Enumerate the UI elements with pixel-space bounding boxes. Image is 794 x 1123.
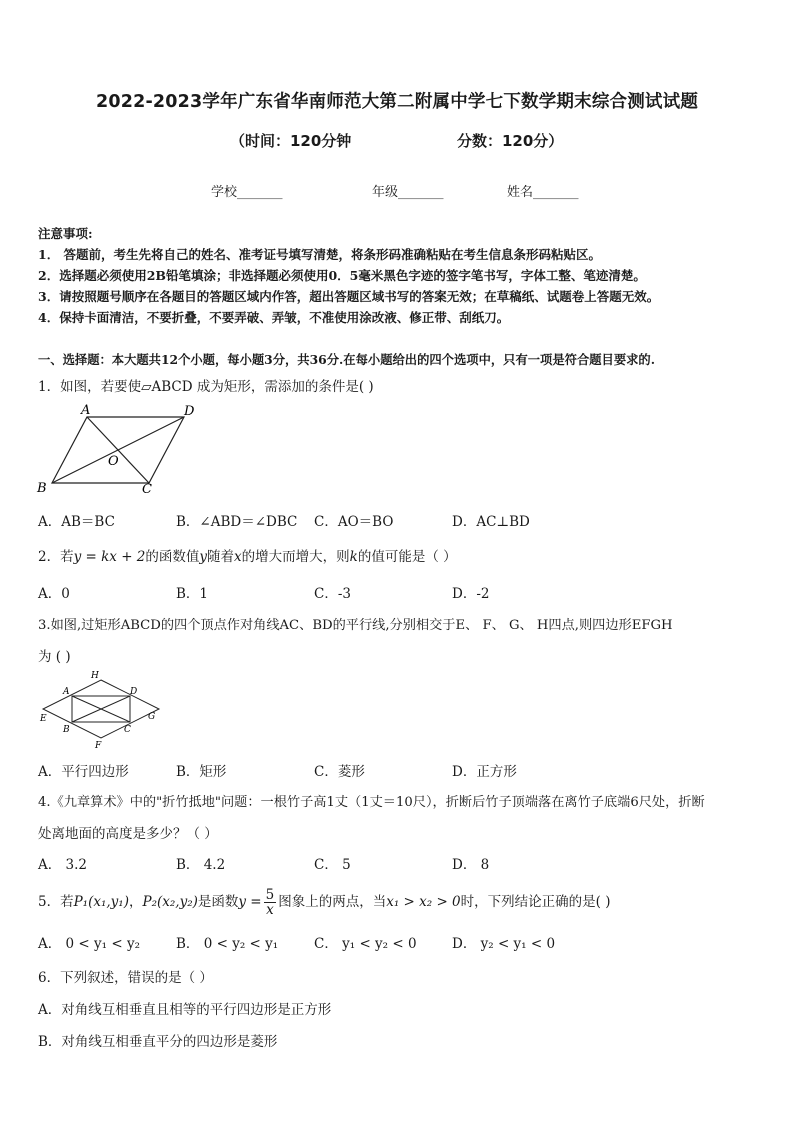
q4-option-c: C． 5: [314, 857, 351, 873]
q1-option-d: D．AC⊥BD: [452, 514, 530, 530]
q2-var-k: k: [349, 549, 358, 565]
q2-option-a: A．0: [38, 586, 70, 602]
q5-condition: x₁ > x₂ > 0: [386, 894, 461, 910]
q2-option-c: C．-3: [314, 586, 351, 602]
q4-option-d: D． 8: [452, 857, 490, 873]
q2-option-d: D．-2: [452, 586, 490, 602]
q6-option-a: A．对角线互相垂直且相等的平行四边形是正方形: [38, 1002, 332, 1018]
q2-text: 的值可能是（ ）: [357, 549, 457, 565]
q3-option-b: B．矩形: [176, 764, 227, 780]
notice-item: 1． 答题前，考生先将自己的姓名、准考证号填写清楚，将条形码准确粘贴在考生信息条形码粘贴区。: [38, 247, 602, 262]
grade-field: 年级_______: [372, 185, 444, 200]
question-4-stem-cont: 处离地面的高度是多少？（ ）: [38, 826, 218, 842]
q2-text: 的函数值: [145, 549, 200, 565]
section-heading: 一、选择题：本大题共12个小题，每小题3分，共36分.在每小题给出的四个选项中，只有一项是符合题目要求的.: [38, 352, 656, 367]
question-2-stem: [38, 545, 457, 565]
notice-item: 4．保持卡面清洁，不要折叠，不要弄破、弄皱，不准使用涂改液、修正带、刮纸刀。: [38, 310, 510, 325]
q6-option-b: B．对角线互相垂直平分的四边形是菱形: [38, 1034, 278, 1050]
q4-option-a: A． 3.2: [38, 857, 88, 873]
q5-fraction: [264, 888, 277, 917]
q5-text: 5．若: [38, 894, 74, 910]
question-3-stem-cont: 为 ( ): [38, 649, 71, 665]
label-a: A: [81, 403, 91, 418]
label-d: D: [184, 404, 195, 419]
school-field: 学校_______: [211, 185, 283, 200]
q2-var-x: x: [234, 549, 242, 565]
q2-text: 随着: [207, 549, 235, 565]
q2-option-b: B．1: [176, 586, 209, 602]
q2-text: 2．若: [38, 549, 74, 565]
q5-text: 是函数: [197, 894, 239, 910]
q3-option-a: A．平行四边形: [38, 764, 129, 780]
notice-item: 3．请按照题号顺序在各题目的答题区域内作答，超出答题区域书写的答案无效；在草稿纸、试题卷上答题无效。: [38, 289, 660, 304]
q5-point-2: P₂(x₂,y₂): [142, 894, 198, 910]
label-f: F: [95, 741, 102, 751]
q5-text: ，: [128, 894, 143, 910]
notice-heading: 注意事项:: [38, 226, 93, 241]
q2-expression: y = kx + 2: [73, 549, 146, 565]
q2-var-y: y: [199, 549, 208, 565]
label-h: H: [91, 671, 99, 681]
document-title: 2022-2023学年广东省华南师范大第二附属中学七下数学期末综合测试试题: [95, 92, 699, 112]
q5-point-1: P₁(x₁,y₁): [73, 894, 129, 910]
label-b: B: [63, 725, 70, 735]
q1-option-a: A．AB＝BC: [38, 514, 115, 530]
q4-option-b: B． 4.2: [176, 857, 226, 873]
exam-time: （时间：120分钟: [230, 132, 352, 150]
notice-item: 2．选择题必须使用2B铅笔填涂；非选择题必须使用0．5毫米黑色字迹的签字笔书写，字体工整、笔迹清楚。: [38, 268, 646, 283]
q5-option-c: C． y₁ < y₂ < 0: [314, 936, 417, 952]
label-c: C: [124, 725, 131, 735]
question-3-stem: 3.如图,过矩形ABCD的四个顶点作对角线AC、BD的平行线,分别相交于E、 F、 G、 H四点,则四边形EFGH: [38, 618, 673, 633]
q5-option-d: D． y₂ < y₁ < 0: [452, 936, 556, 952]
q5-frac-den: x: [266, 902, 274, 918]
q5-func-y: y =: [238, 894, 262, 910]
q5-option-a: A． 0 < y₁ < y₂: [38, 936, 140, 952]
q5-option-b: B． 0 < y₂ < y₁: [176, 936, 279, 952]
label-c: C: [142, 482, 152, 496]
q5-text: 图象上的两点，当: [278, 894, 387, 910]
label-e: E: [40, 714, 47, 724]
name-field: 姓名_______: [507, 185, 579, 200]
label-o: O: [108, 454, 119, 469]
label-g: G: [148, 712, 156, 722]
rectangle-figure: [34, 668, 164, 752]
parallelogram-figure: [34, 400, 204, 496]
q3-option-d: D．正方形: [452, 764, 517, 780]
question-5-stem: [38, 888, 610, 917]
q1-option-c: C．AO＝BO: [314, 514, 394, 530]
question-1-stem: 1．如图，若要使▱ABCD 成为矩形，需添加的条件是( ): [38, 379, 374, 395]
exam-score: 分数：120分）: [457, 132, 564, 150]
q5-text: 时，下列结论正确的是( ): [460, 894, 611, 910]
q1-option-b: B．∠ABD＝∠DBC: [176, 514, 298, 530]
question-4-stem: 4.《九章算术》中的"折竹抵地"问题：一根竹子高1丈（1丈＝10尺），折断后竹子顶端落在离竹子底端6尺处，折断: [38, 795, 705, 810]
q2-text: 的增大而增大，则: [241, 549, 350, 565]
question-6-stem: 6．下列叙述，错误的是（ ）: [38, 970, 213, 986]
label-d: D: [130, 687, 138, 697]
label-b: B: [37, 481, 47, 496]
label-a: A: [63, 687, 70, 697]
q3-option-c: C．菱形: [314, 764, 365, 780]
q5-frac-num: 5: [265, 887, 275, 903]
